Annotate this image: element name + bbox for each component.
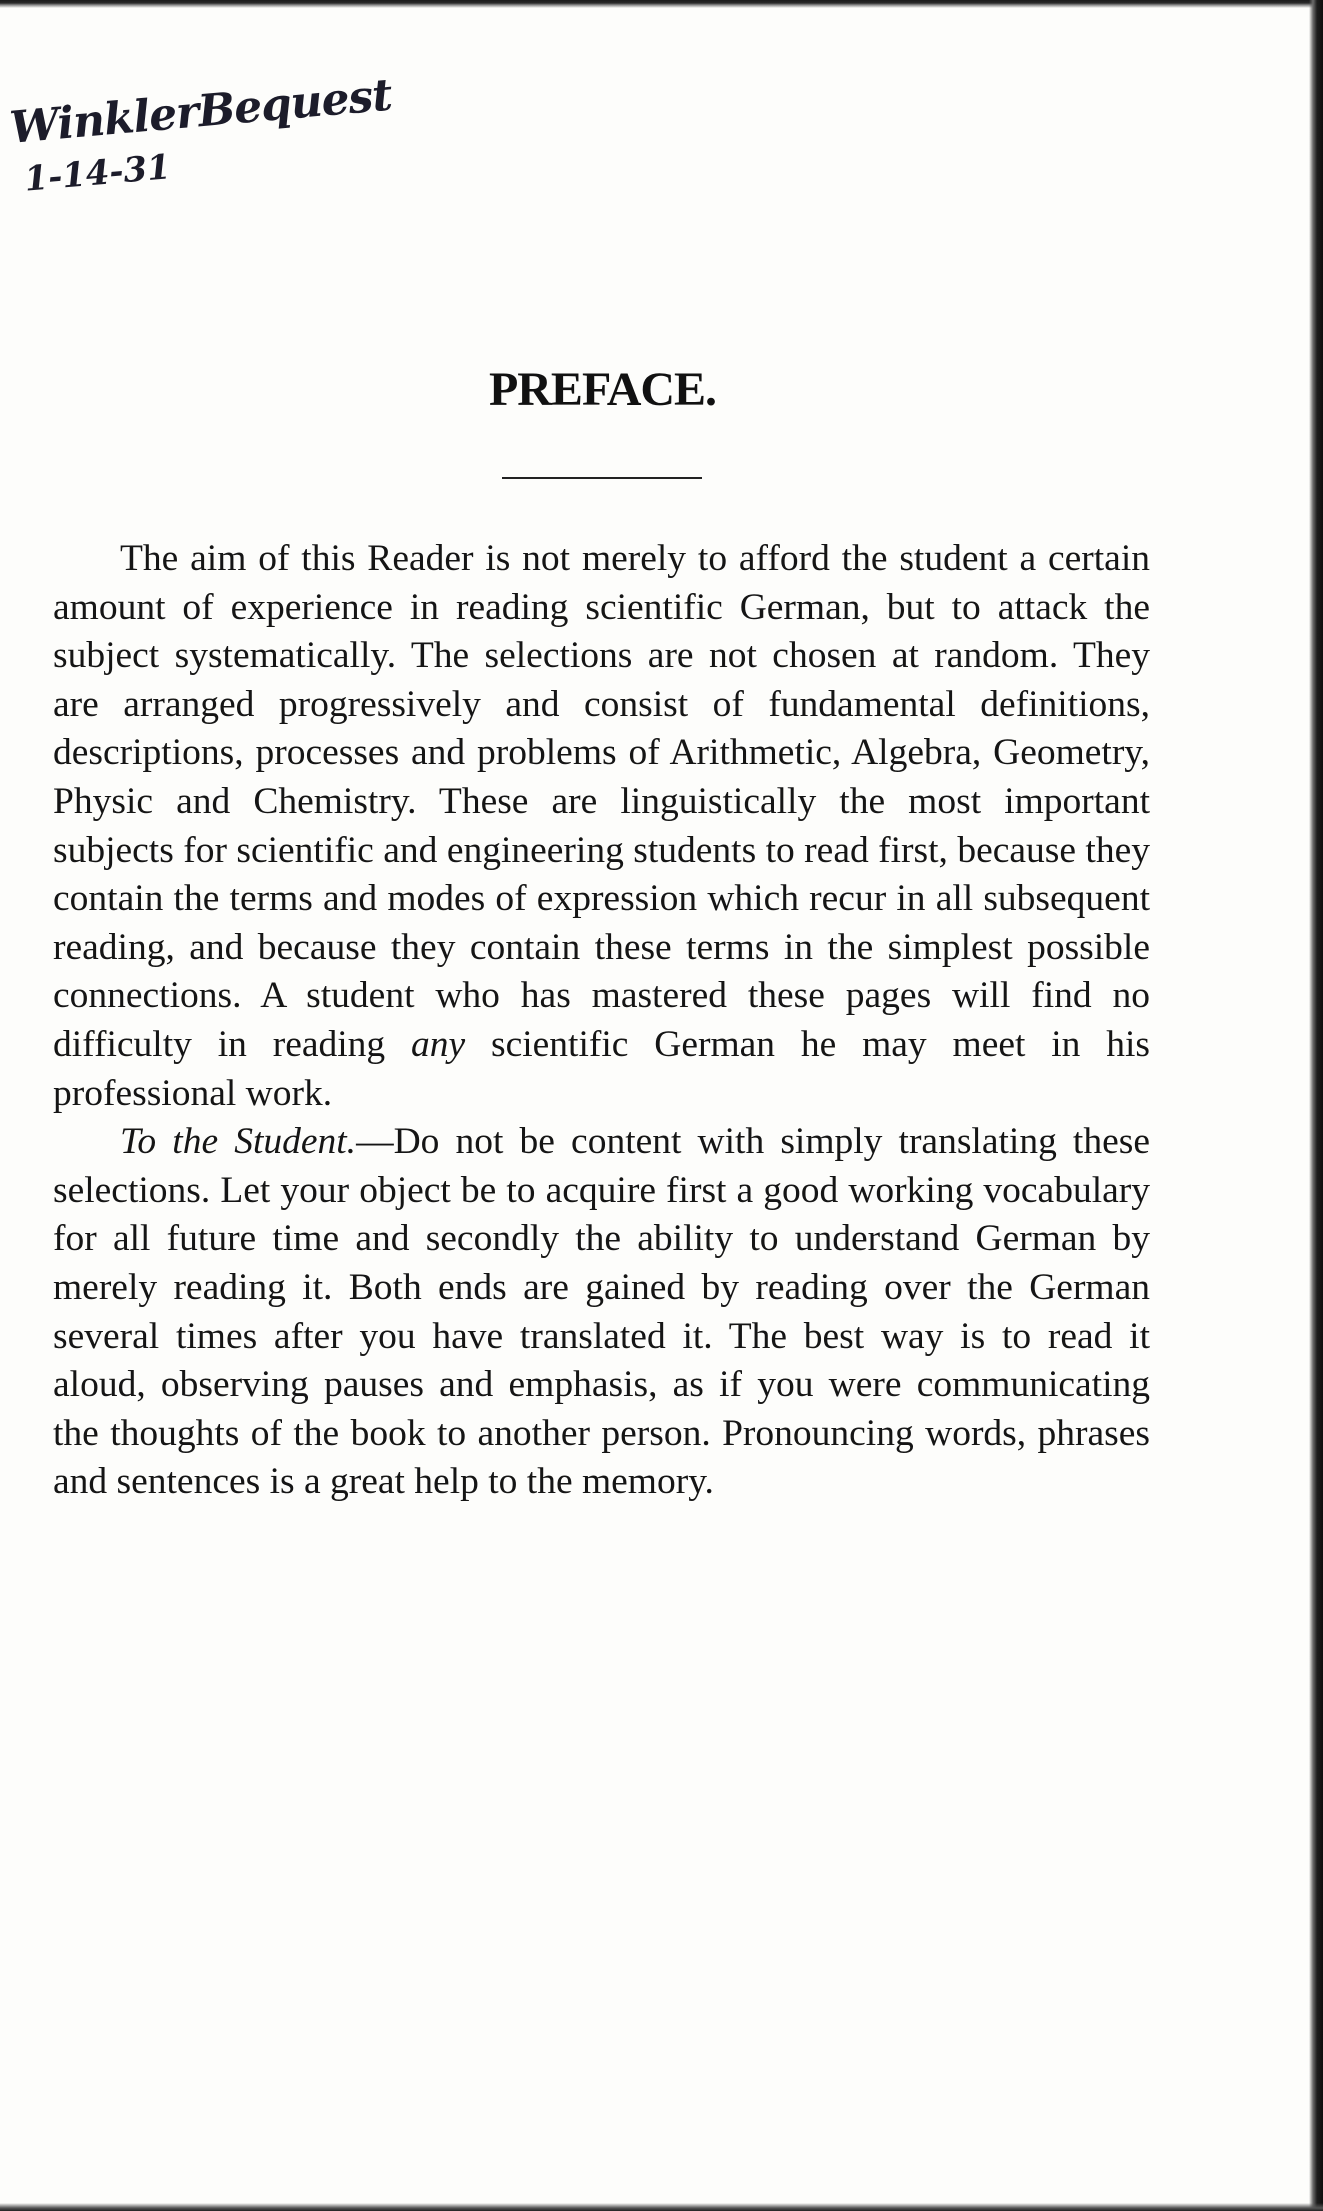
- preface-paragraph-student: [53, 1118, 1150, 1507]
- paragraph-aim-text-start: The aim of this Reader is not merely to afford the student a certain amount of experience in reading scientific German, but to attack the subject systematically. The selections are not chosen at random. They are arranged progressively and consist of fundamental definitions, descriptions, processes and problems of Arithmetic, Algebra, Geometry, Physic and Chemistry. These are linguistically the most important subjects for scientific and engineering students to read first, because they contain the terms and modes of expression which recur in all subsequent reading, and because they contain these terms in the simplest possible connections. A student who has mastered these pages will find no difficulty in reading: [53, 538, 1150, 1065]
- scan-bottom-edge: [0, 2203, 1323, 2211]
- scan-top-edge: [0, 0, 1323, 8]
- scan-right-edge: [1309, 0, 1323, 2211]
- paragraph-student-text: —Do not be content with simply translating these selections. Let your object be to acquire first a good working vocabulary for all future time and secondly the ability to understand German by merely reading it. Both ends are gained by reading over the German several times after you have translated it. The best way is to read it aloud, observing pauses and emphasis, as if you were communicating the thoughts of the book to another person. Pronouncing words, phrases and sentences is a great help to the memory.: [53, 1121, 1150, 1503]
- emphasized-word: any: [411, 1023, 466, 1065]
- preface-paragraph-aim: [53, 535, 1150, 1118]
- paragraph-student-lead: To the Student.: [120, 1121, 357, 1163]
- preface-body: [53, 535, 1150, 1507]
- page-title: PREFACE.: [488, 363, 717, 416]
- paragraph-aim-text-end: scientific German he may meet in his professional work.: [53, 1023, 1151, 1114]
- handwritten-annotation: [7, 69, 398, 201]
- handwritten-bequest-note: WinklerBequest: [7, 69, 394, 154]
- handwritten-date: 1-14-31: [22, 147, 173, 201]
- title-divider: [502, 477, 702, 479]
